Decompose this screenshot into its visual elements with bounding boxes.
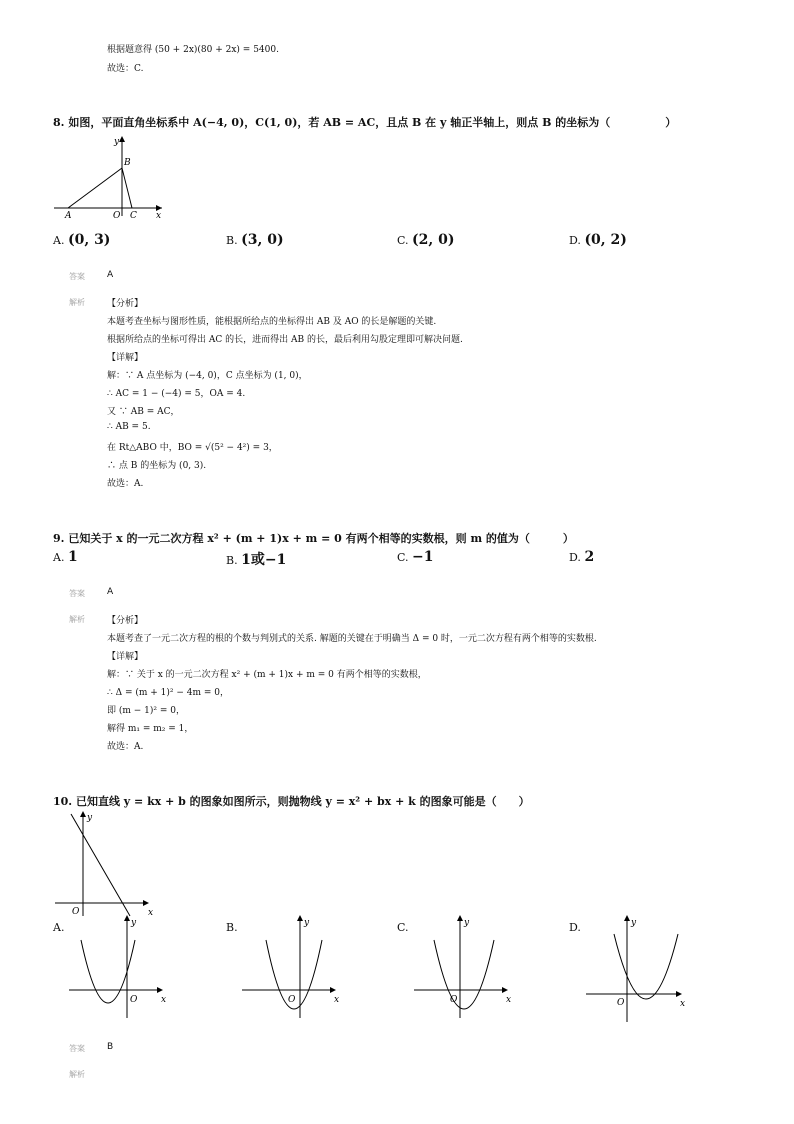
q8-option-d[interactable]: D. (0, 2) [569, 232, 627, 248]
q9-analysis-line: 解得 m₁ = m₂ = 1， [107, 724, 194, 734]
q10-answer: B [107, 1042, 114, 1052]
q9-analysis-line: 本题考查了一元二次方程的根的个数与判别式的关系. 解题的关键在于明确当 Δ = 0 时，一元二次方程有两个相等的实数根. [107, 634, 597, 644]
q10-option-c-figure [410, 912, 520, 1022]
svg-text:O: O [130, 995, 138, 1005]
q8-answer-label: 答案 [69, 272, 85, 281]
q9-analysis-line: 故选：A. [107, 742, 144, 752]
q8-analysis-line: ∴ AB = 5. [107, 422, 151, 432]
q9-analysis-line: 【分析】 [107, 616, 144, 626]
q9-option-d[interactable]: D. 2 [569, 549, 595, 565]
q10-option-b-figure [238, 912, 348, 1022]
q9-analysis-line: 解：∵ 关于 x 的一元二次方程 x² + (m + 1)x + m = 0 有两个相等的实数根， [107, 670, 427, 680]
q8-analysis-line: 本题考查坐标与图形性质，能根据所给点的坐标得出 AB 及 AO 的长是解题的关键. [107, 317, 437, 327]
q9-analysis-line: 即 (m − 1)² = 0， [107, 706, 186, 716]
question-8-stem: 8. 如图，平面直角坐标系中 A(−4, 0)，C(1, 0)，若 AB = AC，且点 B 在 y 轴正半轴上，则点 B 的坐标为（ ） [53, 116, 677, 129]
q8-analysis-line: 【分析】 [107, 299, 144, 309]
q10-option-b[interactable]: B. [226, 921, 238, 934]
svg-text:O: O [450, 995, 458, 1005]
q8-analysis-label: 解析 [69, 298, 85, 307]
q10-answer-label: 答案 [69, 1044, 85, 1053]
line-figure-label-x: x [148, 908, 154, 918]
question-9-stem: 9. 已知关于 x 的一元二次方程 x² + (m + 1)x + m = 0 有两个相等的实数根，则 m 的值为（ ） [53, 532, 574, 545]
figure-label-o: O [113, 211, 121, 220]
q9-analysis-label: 解析 [69, 615, 85, 624]
figure-label-a: A [65, 211, 72, 220]
question-10-stem: 10. 已知直线 y = kx + b 的图象如图所示，则抛物线 y = x² + bx + k 的图象可能是（ ） [53, 795, 530, 808]
q8-analysis-line: 解：∵ A 点坐标为 (−4, 0)，C 点坐标为 (1, 0)， [107, 371, 308, 381]
svg-text:y: y [131, 918, 137, 928]
q10-option-d-figure [582, 912, 694, 1024]
figure-label-x: x [156, 211, 162, 220]
line-figure-label-o: O [72, 907, 80, 917]
q10-option-c[interactable]: C. [397, 921, 409, 934]
q10-analysis-label: 解析 [69, 1070, 85, 1079]
q8-analysis-line: 又 ∵ AB = AC， [107, 407, 180, 417]
q8-analysis-line: 【详解】 [107, 353, 144, 363]
question-10-line-figure [55, 808, 165, 920]
q8-option-a[interactable]: A. (0, 3) [53, 232, 111, 248]
q8-analysis-line: ∴ AC = 1 − (−4) = 5，OA = 4. [107, 389, 246, 399]
q9-analysis-line: 【详解】 [107, 652, 144, 662]
q8-analysis-line: 在 Rt△ABO 中，BO = √(5² − 4²) = 3， [107, 443, 278, 453]
svg-text:O: O [617, 998, 625, 1008]
line-figure-label-y: y [87, 813, 93, 823]
svg-text:x: x [334, 995, 340, 1005]
prev-solution-conclusion: 故选：C. [107, 64, 144, 74]
svg-text:y: y [631, 918, 637, 928]
q9-answer-label: 答案 [69, 589, 85, 598]
q10-option-d[interactable]: D. [569, 921, 581, 934]
svg-text:x: x [161, 995, 167, 1005]
svg-text:y: y [304, 918, 310, 928]
q9-option-a[interactable]: A. 1 [53, 549, 78, 565]
svg-text:y: y [464, 918, 470, 928]
q9-analysis-line: ∴ Δ = (m + 1)² − 4m = 0， [107, 688, 230, 698]
q9-option-b[interactable]: B. 1或−1 [226, 552, 287, 568]
q8-answer: A [107, 270, 114, 280]
q8-analysis-line: 故选：A. [107, 479, 144, 489]
q8-analysis-line: ∴ 点 B 的坐标为 (0, 3). [107, 461, 207, 471]
q8-option-c[interactable]: C. (2, 0) [397, 232, 455, 248]
q9-answer: A [107, 587, 114, 597]
q8-analysis-line: 根据所给点的坐标可得出 AC 的长，进而得出 AB 的长，最后利用勾股定理即可解决问题. [107, 335, 463, 345]
svg-text:x: x [680, 999, 686, 1009]
figure-label-b: B [124, 158, 131, 168]
q8-option-b[interactable]: B. (3, 0) [226, 232, 284, 248]
question-8-figure [50, 134, 175, 220]
svg-text:x: x [506, 995, 512, 1005]
q10-option-a[interactable]: A. [53, 921, 65, 934]
q10-option-a-figure [65, 912, 175, 1022]
prev-solution-line: 根据题意得 (50 + 2x)(80 + 2x) = 5400. [107, 45, 279, 55]
svg-text:O: O [288, 995, 296, 1005]
figure-label-y: y [114, 137, 120, 147]
figure-label-c: C [130, 211, 137, 220]
q9-option-c[interactable]: C. −1 [397, 549, 434, 565]
